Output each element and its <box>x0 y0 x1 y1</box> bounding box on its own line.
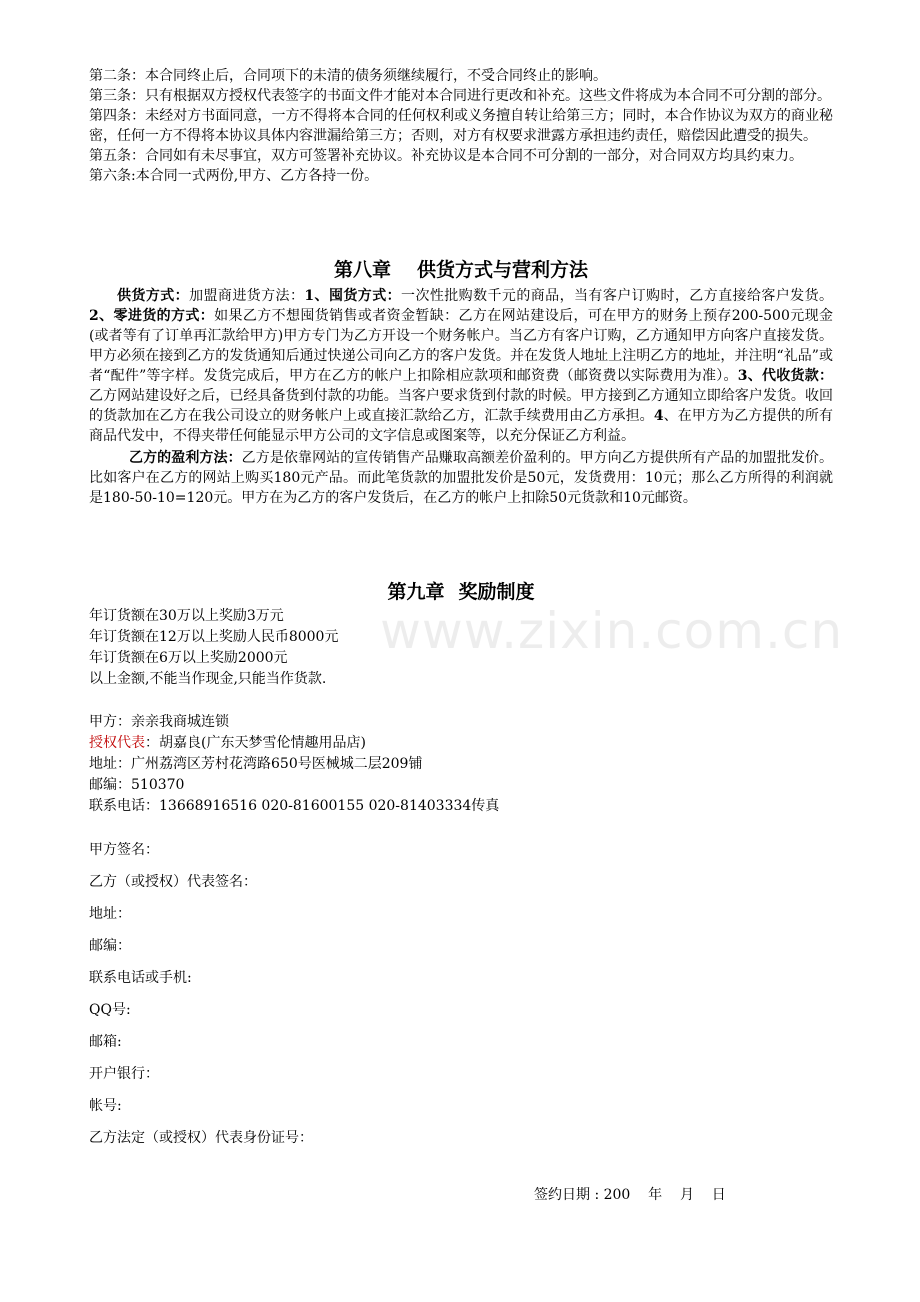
reward-note: 以上金额,不能当作现金,只能当作货款. <box>89 671 327 687</box>
signature-field: 地址： <box>89 906 131 922</box>
chapter-9-heading <box>89 578 833 606</box>
reward-item: 年订货额在6万以上奖励2000元 <box>89 650 288 666</box>
article-2: 第二条：本合同终止后，合同项下的未清的债务须继续履行，不受合同终止的影响。 <box>89 68 607 84</box>
chapter-8-section <box>89 256 833 508</box>
party-a-name: 甲方：亲亲我商城连锁 <box>89 714 229 730</box>
article-3: 第三条：只有根据双方授权代表签字的书面文件才能对本合同进行更改和补充。这些文件将成为本合同不可分割的部分。 <box>89 88 831 104</box>
chapter-8-number: 第八章 <box>333 259 391 281</box>
signature-field: 邮箱: <box>89 1034 122 1050</box>
supply-paragraph: 供货方式：加盟商进货方法：1、囤货方式：一次性批购数千元的商品，当有客户订购时，乙方直接给客户发货。2、零进货的方式：如果乙方不想囤货销售或者资金暂缺：乙方在网站建设后，可在甲方的财务上预存200-500元现金(或者等有了订单再汇款给甲方)甲方专门为乙方开设一个财务帐户。当乙方有客户订购，乙方通知甲方向客户直接发货。甲方必须在接到乙方的发货通知后通过快递公司向乙方的客户发货。并在发货人地址上注明乙方的地址，并注明“礼品”或者“配件”等字样。发货完成后，甲方在乙方的帐户上扣除相应款项和邮资费（邮资费以实际费用为准）。3、代收货款：乙方网站建设好之后，已经具备货到付款的功能。当客户要求货到付款的时候。甲方接到乙方通知立即给客户发货。收回的货款加在乙方在我公司设立的财务帐户上或直接汇款给乙方，汇款手续费用由乙方承担。4、在甲方为乙方提供的所有商品代发中，不得夹带任何能显示甲方公司的文字信息或图案等，以充分保证乙方利益。 <box>89 288 834 444</box>
signature-field: 乙方（或授权）代表签名： <box>89 874 257 890</box>
chapter-9-title: 奖励制度 <box>458 581 535 603</box>
article-6: 第六条:本合同一式两份,甲方、乙方各持一份。 <box>89 168 379 184</box>
reward-item: 年订货额在30万以上奖励3万元 <box>89 608 284 624</box>
watermark: www.zixin.com.cn <box>380 602 844 660</box>
signature-field: 乙方法定（或授权）代表身份证号： <box>89 1130 313 1146</box>
signature-field: 帐号: <box>89 1098 122 1114</box>
rep-label: 授权代表 <box>89 735 145 751</box>
reward-item: 年订货额在12万以上奖励人民币8000元 <box>89 629 339 645</box>
signature-field: 联系电话或手机: <box>89 970 192 986</box>
article-5: 第五条：合同如有未尽事宜，双方可签署补充协议。补充协议是本合同不可分割的一部分，对合同双方均具约束力。 <box>89 148 803 164</box>
party-a-address: 地址：广州荔湾区芳村花湾路650号医械城二层209铺 <box>89 756 423 772</box>
signature-field: 开户银行： <box>89 1066 159 1082</box>
party-a-representative: 授权代表：胡嘉良(广东天梦雪伦情趣用品店) <box>89 735 366 751</box>
chapter-8-title: 供货方式与营利方法 <box>417 259 589 281</box>
articles-section <box>89 66 833 186</box>
chapter-9-section <box>89 578 833 690</box>
signature-fields <box>89 834 833 1154</box>
party-a-postcode: 邮编：510370 <box>89 777 185 793</box>
party-a-phone: 联系电话：13668916516 020-81600155 020-81403334传真 <box>89 798 500 814</box>
article-4: 第四条：未经对方书面同意，一方不得将本合同的任何权利或义务擅自转让给第三方；同时，本合作协议为双方的商业秘密，任何一方不得将本协议具体内容泄漏给第三方；否则，对方有权要求泄露方承担违约责任，赔偿因此遭受的损失。 <box>89 108 833 144</box>
signature-field: QQ号: <box>89 1002 131 1018</box>
profit-paragraph: 乙方的盈利方法：乙方是依靠网站的宣传销售产品赚取高额差价盈利的。甲方向乙方提供所有产品的加盟批发价。比如客户在乙方的网站上购买180元产品。而此笔货款的加盟批发价是50元，发货费用：10元；那么乙方所得的利润就是180-50-10=120元。甲方在为乙方的客户发货后，在乙方的帐户上扣除50元货款和10元邮资。 <box>89 450 834 506</box>
chapter-9-number: 第九章 <box>387 581 445 603</box>
chapter-8-heading <box>89 256 833 284</box>
signature-field: 甲方签名： <box>89 842 159 858</box>
supply-label: 供货方式： <box>117 288 190 304</box>
profit-label: 乙方的盈利方法： <box>129 450 242 466</box>
signature-field: 邮编： <box>89 938 131 954</box>
party-a-info <box>89 712 833 817</box>
sign-date: 签约日期 : 200 年 月 日 <box>534 1187 726 1203</box>
